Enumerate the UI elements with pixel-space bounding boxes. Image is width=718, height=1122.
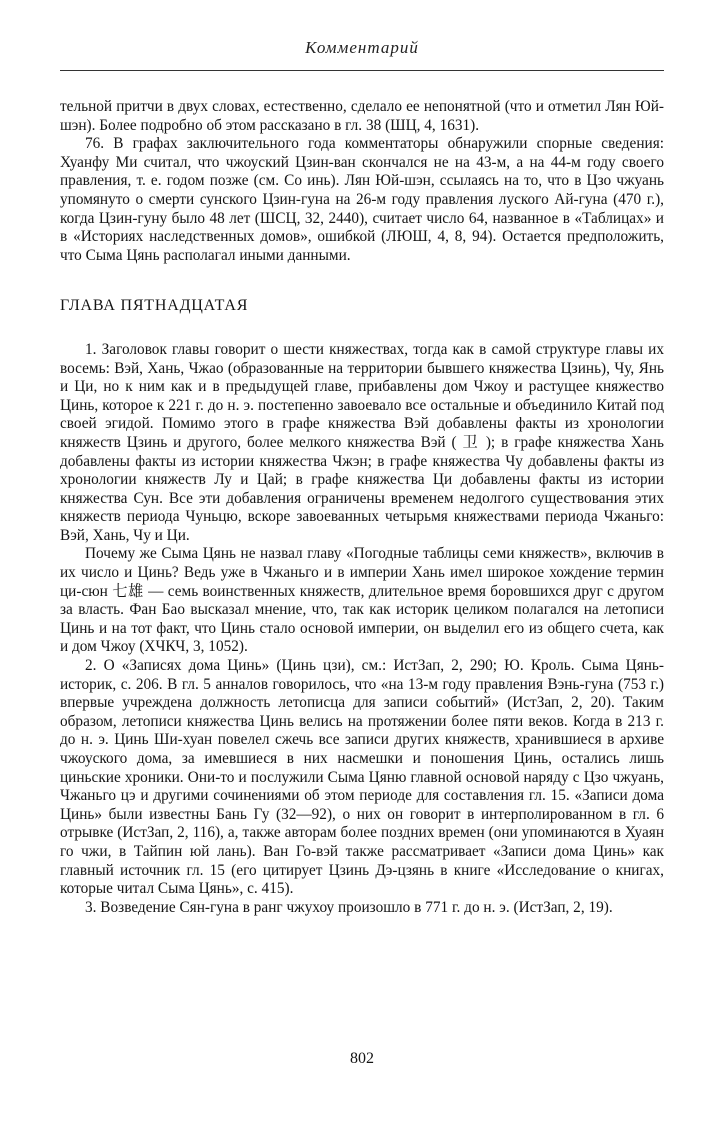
page-number: 802 — [350, 1050, 374, 1067]
paragraph: тельной притчи в двух словах, естественно, сделало ее непонятной (что и отметил Лян Юй-шэн). Более подробно об этом рассказано в гл. 38 (ШЦ, 4, 1631). — [60, 98, 664, 134]
paragraph: 3. Возведение Сян-гуна в ранг чжухоу произошло в 771 г. до н. э. (ИстЗап, 2, 19). — [85, 898, 613, 916]
paragraph: 1. Заголовок главы говорит о шести княжествах, тогда как в самой структуре главы их восемь: Вэй, Хань, Чжао (образованные на территории бывшего княжества Цзинь), Чу, Янь и Ци, но к ним как и в предыдущей главе, прибавлены дом Чжоу и растущее княжество Цинь, которое к 221 г. до н. э. постепенно завоевало все остальные и объединило Китай под своей эгидой. Помимо этого в графе княжества Вэй добавлены факты из хронологии княжеств Цзинь и другого, более мелкого княжества Вэй ( 卫 ); в графе княжества Хань добавлены факты из истории княжества Чжэн; в графе княжества Чу добавлены факты из хронологии княжеств Лу и Цай; в графе княжества Ци добавлены факты из истории княжества Сун. Все эти добавления ограничены временем недолгого существования этих княжеств периода Чуньцю, вскоре завоеванных четырьмя княжествами периода Чжаньго: Вэй, Хань, Чу и Ци. — [60, 340, 664, 544]
running-header: Комментарий — [305, 38, 419, 57]
chapter-title: ГЛАВА ПЯТНАДЦАТАЯ — [60, 297, 249, 315]
header-rule — [60, 70, 664, 71]
paragraph: 76. В графах заключительного года комментаторы обнаружили спорные сведения: Хуанфу Ми считал, что чжоуский Цзин-ван скончался не на 43-м, а на 44-м году своего правления, т. е. годом позже (см. Со инь). Лян Юй-шэн, ссылаясь на то, что в Цзо чжуань упомянуто о смерти сунского Цзин-гуна на 26-м году правления луского Ай-гуна (470 г.), когда Цзин-гуну было 48 лет (ШСЦ, 32, 2440), считает число 64, названное в «Таблицах» и в «Историях наследственных домов», ошибкой (ЛЮШ, 4, 8, 94). Остается предположить, что Сыма Цянь располагал иными данными. — [60, 135, 664, 264]
paragraph: 2. О «Записях дома Цинь» (Цинь цзи), см.: ИстЗап, 2, 290; Ю. Кроль. Сыма Цянь-историк, с. 206. В гл. 5 анналов говорилось, что «на 13-м году правления Вэнь-гуна (753 г.) впервые учреждена должность летописца для записи событий» (ИстЗап, 2, 20). Таким образом, летописи княжества Цинь велись на протяжении более пяти веков. Когда в 213 г. до н. э. Цинь Ши-хуан повелел сжечь все записи других княжеств, хранившиеся в архиве чжоуского дома, за имевшиеся в них насмешки и поношения Цинь, остались лишь циньские хроники. Они-то и послужили Сыма Цяню главной основой наряду с Цзо чжуань, Чжаньго цэ и другими сочинениями об этом периоде для составления гл. 15. «Записи дома Цинь» были известны Бань Гу (32—92), о них он говорит в интерполированном в гл. 6 отрывке (ИстЗап, 2, 116), а, также авторам более поздних времен (они упоминаются в Хуаян го чжи, в Тайпин юй лань). Ван Го-вэй также рассматривает «Записи дома Цинь» как главный источник гл. 15 (его цитирует Цзинь Дэ-цзянь в книге «Исследование о книгах, которые читал Сыма Цянь», с. 415). — [60, 657, 664, 898]
page-body — [60, 98, 664, 917]
paragraph: Почему же Сыма Цянь не назвал главу «Погодные таблицы семи княжеств», включив в их число и Цинь? Ведь уже в Чжаньго и в империи Хань имел широкое хождение термин ци-сюн 七雄 — семь воинственных княжеств, длительное время боровшихся друг с другом за власть. Фан Бао высказал мнение, что, так как историк целиком полагался на летописи Цинь и на тот факт, что Цинь стало основой империи, он выделил его из общего счета, как и дом Чжоу (ХЧКЧ, 3, 1052). — [60, 545, 664, 656]
